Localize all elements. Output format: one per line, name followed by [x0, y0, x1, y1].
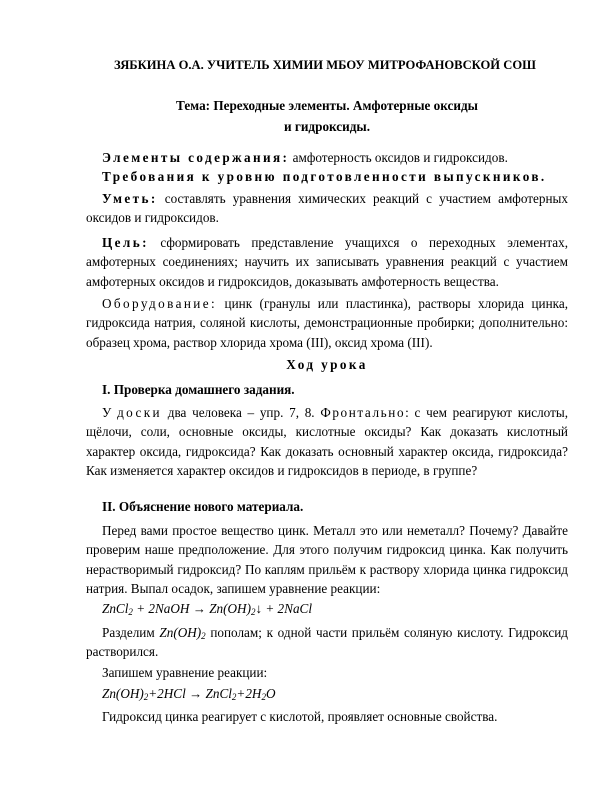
- write-equation-line: Запишем уравнение реакции:: [102, 665, 268, 680]
- requirements-heading: Требования к уровню подготовленности выпускников.: [102, 169, 547, 184]
- goal-label: Цель:: [102, 235, 149, 250]
- section1-paragraph: [86, 403, 568, 481]
- board-prefix: У: [102, 405, 118, 420]
- section2-heading: II. Объяснение нового материала.: [102, 499, 304, 514]
- skill-label: Уметь:: [102, 191, 158, 206]
- section2-paragraph: Перед вами простое вещество цинк. Металл это или неметалл? Почему? Давайте проверим наше предположение. Для этого получим гидроксид цинка. Как получить нерастворимый гидроксид? По каплям прильём к раствору хлорида цинка гидроксид натрия. Выпал осадок, запишем уравнение реакции:: [86, 523, 568, 597]
- section1-text2: : с чем реагируют кислоты, щёлочи, соли, основные оксиды, кислотные оксиды? Как доказать кислотный характер оксида, гидроксида? Как доказать основный характер оксида, гидроксида? Как изменяется характер оксидов и гидроксидов в периоде, в группе?: [86, 405, 568, 479]
- goal-text: сформировать представление учащихся о переходных элементах, амфотерных соединениях; научить их записывать уравнения реакций с участием амфотерных оксидов и гидроксидов, доказывать амфотерность вещества.: [86, 235, 568, 289]
- equipment-text: цинк (гранулы или пластинка), растворы хлорида цинка, гидроксида натрия, соляной кислоты, демонстрационные пробирки; дополнительно: образец хрома, раствор хлорида хрома (III), оксид хрома (III).: [86, 296, 568, 350]
- conclusion-line: Гидроксид цинка реагирует с кислотой, проявляет основные свойства.: [102, 709, 498, 724]
- divide-paragraph: Разделим $Zn(OH)_2$ пополам; к одной части прильём соляную кислоту. Гидроксид растворился.: [86, 625, 568, 660]
- precipitate-down-arrow-icon: ↓: [255, 601, 263, 616]
- equation-1: ZnCl$_2$ + 2NaOH → $Zn(OH)_2↓$ + 2NaCl: [102, 601, 312, 617]
- topic-title-line2: и гидроксиды.: [283, 119, 371, 134]
- frontal-word: Фронтально: [320, 405, 406, 420]
- contents-label: Элементы содержания:: [102, 150, 290, 165]
- arrow-icon: →: [192, 601, 206, 616]
- goal-paragraph: [86, 233, 568, 291]
- author-header: ЗЯБКИНА О.А. УЧИТЕЛЬ ХИМИИ МБОУ МИТРОФАНОВСКОЙ СОШ: [114, 58, 536, 72]
- course-title: Ход урока: [286, 357, 368, 372]
- contents-paragraph: [86, 148, 568, 167]
- section1-heading: I. Проверка домашнего задания.: [102, 382, 295, 397]
- contents-text: амфотерность оксидов и гидроксидов.: [289, 150, 508, 165]
- equipment-label: Оборудование:: [102, 296, 218, 311]
- equation-2: $Zn(OH)_2+2HCl$ → $ZnCl_2+2H_2O$: [102, 686, 276, 702]
- section1-text1: два человека – упр. 7, 8.: [162, 405, 321, 420]
- skill-paragraph: [86, 189, 568, 228]
- board-word: доски: [117, 405, 163, 420]
- skill-text: составлять уравнения химических реакций с участием амфотерных оксидов и гидроксидов.: [86, 191, 568, 226]
- arrow-icon: →: [189, 686, 203, 701]
- equipment-paragraph: [86, 294, 568, 352]
- topic-title-line1: Тема: Переходные элементы. Амфотерные оксиды: [176, 98, 478, 113]
